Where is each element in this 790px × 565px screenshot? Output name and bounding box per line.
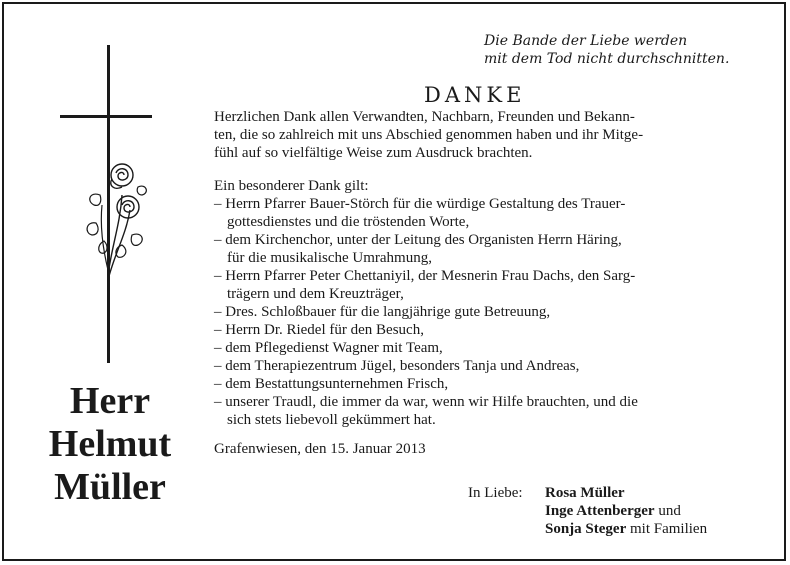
signatory-name: Rosa Müller [545,485,625,501]
signature-spacer [468,502,545,520]
list-item-line: – Dres. Schloßbauer für die langjährige gute Betreuung, [214,304,551,320]
motto-line-1: Die Bande der Liebe werden [484,33,688,49]
cross-with-roses-icon [60,45,170,365]
deceased-name-line-2: Helmut [48,423,172,465]
list-item-line: – dem Therapiezentrum Jügel, besonders Tanja und Andreas, [214,358,580,374]
deceased-name-line-1: Herr [69,380,151,422]
list-item [214,303,748,321]
thanks-text [214,108,748,458]
list-item [214,339,748,357]
signature-row [468,520,758,538]
signatory-suffix: und [654,503,681,519]
list-item [214,231,748,267]
motto-line-2: mit dem Tod nicht durchschnitten. [484,51,730,67]
signatory-name: Inge Attenberger [545,503,655,519]
list-item-line: – dem Bestattungsunternehmen Frisch, [214,376,449,392]
thanks-list [214,195,748,429]
intro-line: Herzlichen Dank allen Verwandten, Nachbarn, Freunden und Bekann- [214,109,635,125]
list-item [214,195,748,231]
list-item-line: – dem Kirchenchor, unter der Leitung des Organisten Herrn Häring, [214,232,622,248]
list-item-line: – dem Pflegedienst Wagner mit Team, [214,340,443,356]
list-item [214,393,748,429]
list-item-line: trägern und dem Kreuzträger, [227,286,404,302]
list-item-line: – Herrn Pfarrer Peter Chettaniyil, der Mesnerin Frau Dachs, den Sarg- [214,268,636,284]
signatory-name: Sonja Steger [545,521,627,537]
special-thanks-label: Ein besonderer Dank gilt: [214,178,369,194]
list-item [214,375,748,393]
list-item-line: – Herrn Dr. Riedel für den Besuch, [214,322,424,338]
intro-line: ten, die so zahlreich mit uns Abschied genommen haben und ihr Mitge- [214,127,644,143]
list-item [214,321,748,339]
list-item [214,267,748,303]
signature-spacer [468,520,545,538]
intro-line: fühl auf so vielfältige Weise zum Ausdruck brachten. [214,145,533,161]
signature-row [468,484,758,502]
list-item-line: – Herrn Pfarrer Bauer-Störch für die würdige Gestaltung des Trauer- [214,196,626,212]
place-date: Grafenwiesen, den 15. Januar 2013 [214,441,426,457]
signature-row [468,502,758,520]
list-item-line: sich stets liebevoll gekümmert hat. [227,412,436,428]
signature-block [468,484,758,538]
signatory-suffix: mit Familien [626,521,708,537]
list-item-line: gottesdienstes und die tröstenden Worte, [227,214,470,230]
motto [484,32,754,68]
cross-svg [60,45,170,365]
list-item [214,357,748,375]
list-item-line: – unserer Traudl, die immer da war, wenn wir Hilfe brauchten, und die [214,394,638,410]
deceased-name-line-3: Müller [54,466,166,508]
list-item-line: für die musikalische Umrahmung, [227,250,432,266]
signature-label: In Liebe: [468,485,523,501]
deceased-name [28,380,192,509]
intro-paragraph [214,108,748,162]
heading-danke: DANKE [424,83,526,107]
